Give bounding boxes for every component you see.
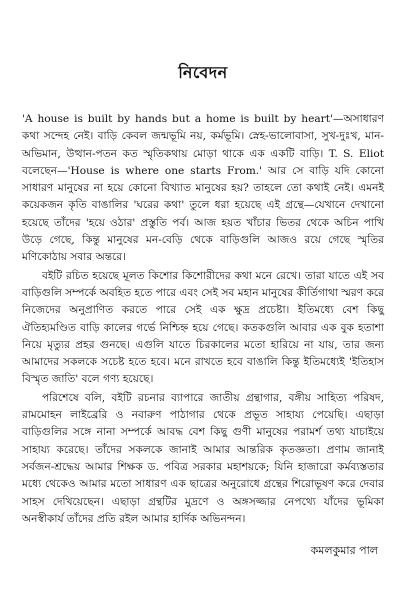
paragraph-3: পরিশেষে বলি, বইটি রচনার ব্যাপারে জাতীয় গ্রন্থাগার, বঙ্গীয় সাহিত্য পরিষদ, রামমোহন লাইব্রেরি ও নবারুণ পাঠাগার থেকে প্রভূত সাহায্য পেয়েছি। এছাড়া বাড়িগুলির সঙ্গে নানা সম্পর্কে আবদ্ধ বেশ কিছু গুণী মানুষের পরামর্শ তথ্য যাচাইয়ে সাহায্য করেছে। তাঁদের সকলকে জানাই আমার আন্তরিক কৃতজ্ঞতা। প্রণাম জানাই সর্বজন-শ্রদ্ধেয় আমার শিক্ষক ড. পবিত্র সরকার মহাশয়কে; যিনি হাজারো কর্মব্যস্ততার মধ্যে থেকেও আমার মতো সাধারণ এক ছাত্রের অনুরোধে গ্রন্থের শিরোভূষণ করে দেবার সাহস দেখিয়েছেন। এছাড়া গ্রন্থটির মুদ্রণে ও অঙ্গসজ্জার নেপথ্যে যাঁদের ভূমিকা অনস্বীকার্য তাঁদের প্রতি রইল আমার হার্দিক অভিনন্দন। — [22, 391, 384, 525]
paragraph-2: বইটি রচিত হয়েছে মূলত কিশোর কিশোরীদের কথা মনে রেখে। তারা যাতে এই সব বাড়িগুলি সম্পর্কে অবহিত হতে পারে এবং সেই সব মহান মানুষের কীর্তিগাথা স্মরণ করে নিজেদের অনুপ্রাণিত করতে পারে সেই এক ক্ষুদ্র প্রচেষ্টা। ইতিমধ্যে বেশ কিছু ঐতিহ্যমণ্ডিত বাড়ি কালের গর্ভে নিশ্চিহ্ন হয়ে গেছে। কতকগুলি আবার এক বুক হতাশা নিয়ে মৃত্যুর প্রহর গুনছে। এগুলি যাতে চিরকালের মতো হারিয়ে না যায়, তার জন্য আমাদের সকলকে সচেষ্ট হতে হবে। মনে রাখতে হবে বাঙালি কিন্তু ইতিমধ্যেই 'ইতিহাস বিস্মৃত জাতি' বলে গণ্য হয়েছে। — [22, 269, 384, 386]
paragraph-1: 'A house is built by hands but a home is built by heart'—অসাধারণ কথা সন্দেহ নেই। বাড়ি কেবল জন্মভূমি নয়, কর্মভূমি। স্নেহ-ভালোবাসা, সুখ-দুঃখ, মান-অভিমান, উত্থান-পতন কত স্মৃতিকথায় মোড়া থাকে এক একটি বাড়ি। T. S. Eliot বলেছেন—'House is where one starts From.' আর সে বাড়ি যদি কোনো সাধারণ মানুষের না হয়ে কোনো বিখ্যাত মানুষের হয়? তাহলে তো কথাই নেই। এমনই কয়েকজন কৃতি বাঙালির 'ঘরের কথা' তুলে ধরা হয়েছে এই গ্রন্থে—যেখানে দেখানো হয়েছে তাঁদের 'হয়ে ওঠার' প্রস্তুতি পর্ব। আজ হয়ত খাঁচার ভিতর থেকে অচিন পাখি উড়ে গেছে, কিন্তু মানুষের মন-বেড়ি থেকে বাড়িগুলি আজও রয়ে গেছে স্মৃতির মণিকোঠায় সবার অন্তরে। — [22, 113, 384, 264]
author-signature: কমলকুমার পাল — [310, 544, 378, 558]
preface-page — [22, 60, 384, 561]
page-title: নিবেদন — [178, 63, 228, 82]
